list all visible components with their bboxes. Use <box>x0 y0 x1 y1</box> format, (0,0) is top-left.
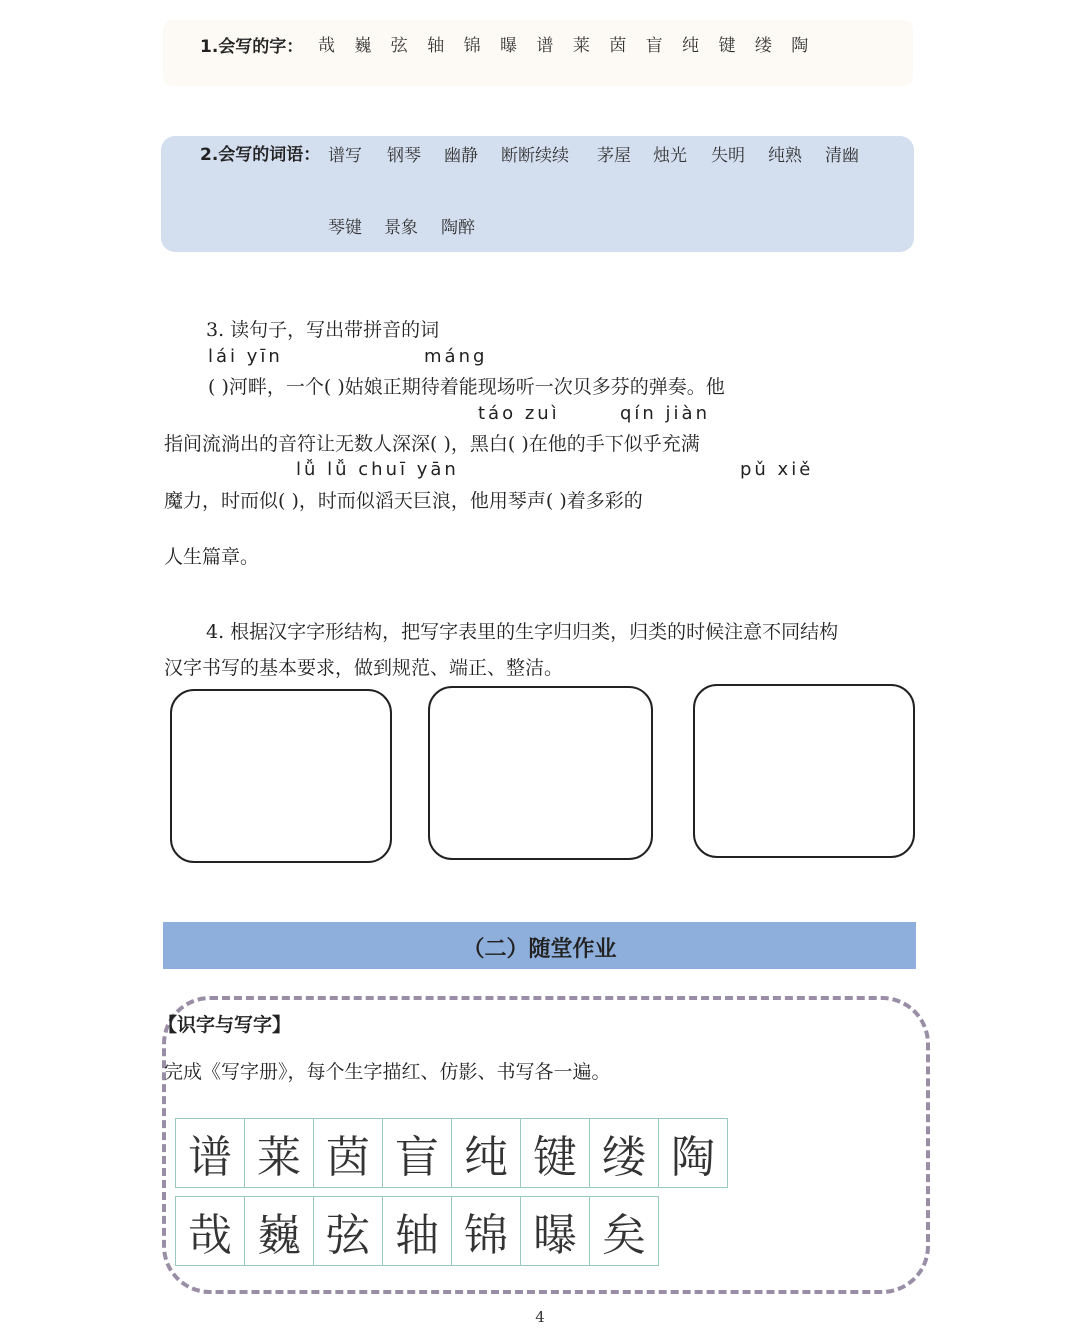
word-item: 纯熟 <box>768 146 802 166</box>
literacy-writing-label: 【识字与写字】 <box>158 1014 292 1036</box>
practice-grid-row-1 <box>175 1118 727 1188</box>
question-3-title: 3. 读句子，写出带拼音的词 <box>206 319 440 341</box>
word-item: 陶醉 <box>441 218 475 238</box>
sentence-line-1: ( )河畔，一个( )姑娘正期待着能现场听一次贝多芬的弹奏。他 <box>208 376 725 398</box>
practice-char: 锦 <box>451 1196 521 1266</box>
practice-char: 轴 <box>382 1196 452 1266</box>
word-item: 茅屋 <box>597 146 631 166</box>
word-item: 断断续续 <box>501 146 569 166</box>
required-chars-label: 1.会写的字： <box>200 37 304 57</box>
practice-char: 纯 <box>451 1118 521 1188</box>
practice-char: 哉 <box>175 1196 245 1266</box>
classification-box-3[interactable] <box>693 684 915 858</box>
pinyin-lvlvchuiyan: lǚ lǚ chuī yān <box>296 459 459 480</box>
practice-char: 矣 <box>589 1196 659 1266</box>
question-4-line-1: 4. 根据汉字字形结构，把写字表里的生字归归类，归类的时候注意不同结构 <box>206 621 839 643</box>
pinyin-taozui: táo zuì <box>478 403 560 424</box>
pinyin-puxie: pǔ xiě <box>740 459 814 480</box>
practice-char: 莱 <box>244 1118 314 1188</box>
required-words-label: 2.会写的词语： <box>200 145 321 165</box>
word-item: 钢琴 <box>387 146 421 166</box>
question-4-line-2: 汉字书写的基本要求，做到规范、端正、整洁。 <box>164 657 564 679</box>
classification-box-2[interactable] <box>428 686 653 860</box>
practice-char: 缕 <box>589 1118 659 1188</box>
sentence-line-3: 魔力，时而似( )，时而似滔天巨浪，他用琴声( )着多彩的 <box>164 490 643 512</box>
word-item: 烛光 <box>653 146 687 166</box>
word-item: 琴键 <box>328 218 362 238</box>
practice-char: 茵 <box>313 1118 383 1188</box>
practice-char: 巍 <box>244 1196 314 1266</box>
pinyin-mang: máng <box>424 346 488 367</box>
pinyin-qinjian: qín jiàn <box>620 403 710 424</box>
practice-char: 键 <box>520 1118 590 1188</box>
word-item: 幽静 <box>444 146 478 166</box>
sentence-line-4: 人生篇章。 <box>164 546 260 568</box>
homework-instruction: 完成《写字册》，每个生字描红、仿影、书写各一遍。 <box>164 1061 611 1083</box>
required-chars-list: 哉 巍 弦 轴 锦 曝 谱 莱 茵 盲 纯 键 缕 陶 <box>318 36 816 56</box>
practice-char: 谱 <box>175 1118 245 1188</box>
practice-char: 陶 <box>658 1118 728 1188</box>
homework-title: （二）随堂作业 <box>462 937 617 962</box>
word-item: 谱写 <box>328 146 362 166</box>
page-number: 4 <box>535 1308 545 1326</box>
practice-grid-row-2 <box>175 1196 658 1266</box>
word-item: 失明 <box>711 146 745 166</box>
word-item: 清幽 <box>825 146 859 166</box>
word-item: 景象 <box>384 218 418 238</box>
sentence-line-2: 指间流淌出的音符让无数人深深( )，黑白( )在他的手下似乎充满 <box>164 433 700 455</box>
practice-char: 盲 <box>382 1118 452 1188</box>
practice-char: 曝 <box>520 1196 590 1266</box>
practice-char: 弦 <box>313 1196 383 1266</box>
pinyin-laiyin: lái yīn <box>208 346 283 367</box>
classification-box-1[interactable] <box>170 689 392 863</box>
